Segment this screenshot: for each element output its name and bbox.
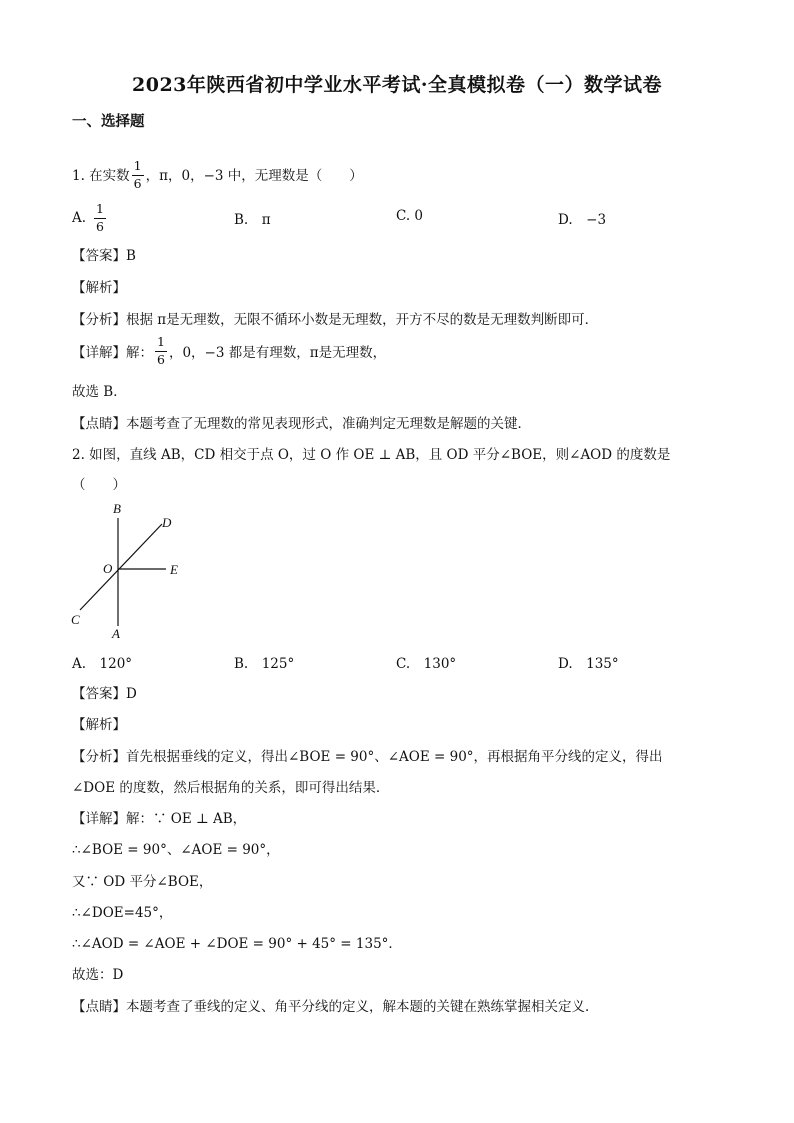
label-o: O: [103, 561, 113, 576]
q1-analysis-tag: 【解析】: [72, 280, 126, 296]
xiangjie-text: 解：∵ OE ⊥ AB，: [126, 811, 247, 827]
q1-xiangjie: [72, 330, 386, 372]
q2-step-2: ∴∠BOE = 90°、∠AOE = 90°，: [72, 842, 280, 858]
label-a: A: [112, 626, 120, 641]
label-c: C: [71, 612, 80, 627]
fraction-denominator: 6: [157, 351, 165, 367]
q2-xiangjie: [72, 807, 246, 827]
fenxi-tag: 【分析】: [72, 749, 126, 765]
option-a[interactable]: A. 120°: [72, 656, 133, 672]
q2-fenxi-line1: [72, 745, 663, 765]
option-a-label: A.: [72, 210, 87, 226]
fenxi-text: 根据 π是无理数，无限不循环小数是无理数，开方不尽的数是无理数判断即可．: [126, 312, 599, 328]
label-b: B: [113, 501, 121, 516]
answer-tag: 【答案】: [72, 248, 126, 264]
fenxi-text: 首先根据垂线的定义，得出∠BOE = 90°、∠AOE = 90°，再根据角平分线的定义，得出: [126, 749, 663, 765]
fraction-denominator: 6: [96, 218, 104, 234]
dianjing-text: 本题考查了垂线的定义、角平分线的定义，解本题的关键在熟练掌握相关定义．: [126, 999, 599, 1015]
option-b[interactable]: B. π: [234, 212, 271, 228]
geometry-figure: [66, 500, 196, 645]
section-heading: 一、选择题: [72, 113, 145, 130]
q1-fenxi: [72, 308, 598, 328]
question-2-stem-line1: 2. 如图，直线 AB，CD 相交于点 O，过 O 作 OE ⊥ AB，且 OD 平分∠BOE，则∠AOD 的度数是: [72, 447, 671, 463]
dianjing-tag: 【点睛】: [72, 999, 126, 1015]
option-d[interactable]: D. −3: [558, 212, 607, 228]
label-e: E: [170, 562, 178, 577]
option-c[interactable]: C. 130°: [396, 656, 457, 672]
xiangjie-pre: 解：: [126, 345, 153, 361]
q2-step-5: ∴∠AOD = ∠AOE + ∠DOE = 90° + 45° = 135°．: [72, 936, 402, 952]
answer-value: D: [126, 686, 137, 702]
question-2-stem-line2: （ ）: [72, 477, 126, 493]
q2-fenxi-line2: ∠DOE 的度数，然后根据角的关系，即可得出结果．: [72, 780, 390, 796]
line-cd: [80, 524, 162, 610]
xiangjie-fraction: [155, 336, 167, 366]
option-d[interactable]: D. 135°: [558, 656, 619, 672]
fenxi-tag: 【分析】: [72, 312, 126, 328]
fraction-numerator: 1: [132, 160, 144, 176]
option-a[interactable]: [72, 198, 108, 238]
q1-rest: ，π，0，−3 中，无理数是（ ）: [145, 168, 363, 184]
label-d: D: [162, 515, 172, 530]
xiangjie-tag: 【详解】: [72, 811, 126, 827]
question-1-options: [72, 198, 732, 238]
question-2-options: [72, 652, 732, 672]
question-1-stem: [72, 144, 363, 191]
q1-answer: [72, 244, 136, 264]
option-a-fraction: [94, 203, 106, 233]
q1-choose: 故选 B．: [72, 384, 127, 400]
option-c[interactable]: C. 0: [396, 208, 424, 224]
q1-dianjing: [72, 412, 531, 432]
fraction-numerator: 1: [94, 203, 106, 219]
answer-tag: 【答案】: [72, 686, 126, 702]
fraction-numerator: 1: [155, 336, 167, 352]
fraction-denominator: 6: [133, 175, 142, 191]
q1-fraction: [132, 160, 144, 190]
q2-step-4: ∴∠DOE=45°，: [72, 905, 173, 921]
q2-answer: [72, 682, 137, 702]
xiangjie-tag: 【详解】: [72, 345, 126, 361]
q1-prefix: 1. 在实数: [72, 168, 130, 184]
dianjing-text: 本题考查了无理数的常见表现形式，准确判定无理数是解题的关键．: [126, 416, 531, 432]
xiangjie-post: ，0，−3 都是有理数，π是无理数，: [168, 345, 387, 361]
q2-dianjing: [72, 995, 599, 1015]
q2-choose: 故选：D: [72, 967, 124, 983]
page-title: 2023年陕西省初中学业水平考试·全真模拟卷（一）数学试卷: [132, 74, 662, 96]
option-b[interactable]: B. 125°: [234, 656, 295, 672]
answer-value: B: [126, 248, 136, 264]
dianjing-tag: 【点睛】: [72, 416, 126, 432]
q2-analysis-tag: 【解析】: [72, 717, 126, 733]
q2-step-3: 又∵ OD 平分∠BOE，: [72, 874, 213, 890]
